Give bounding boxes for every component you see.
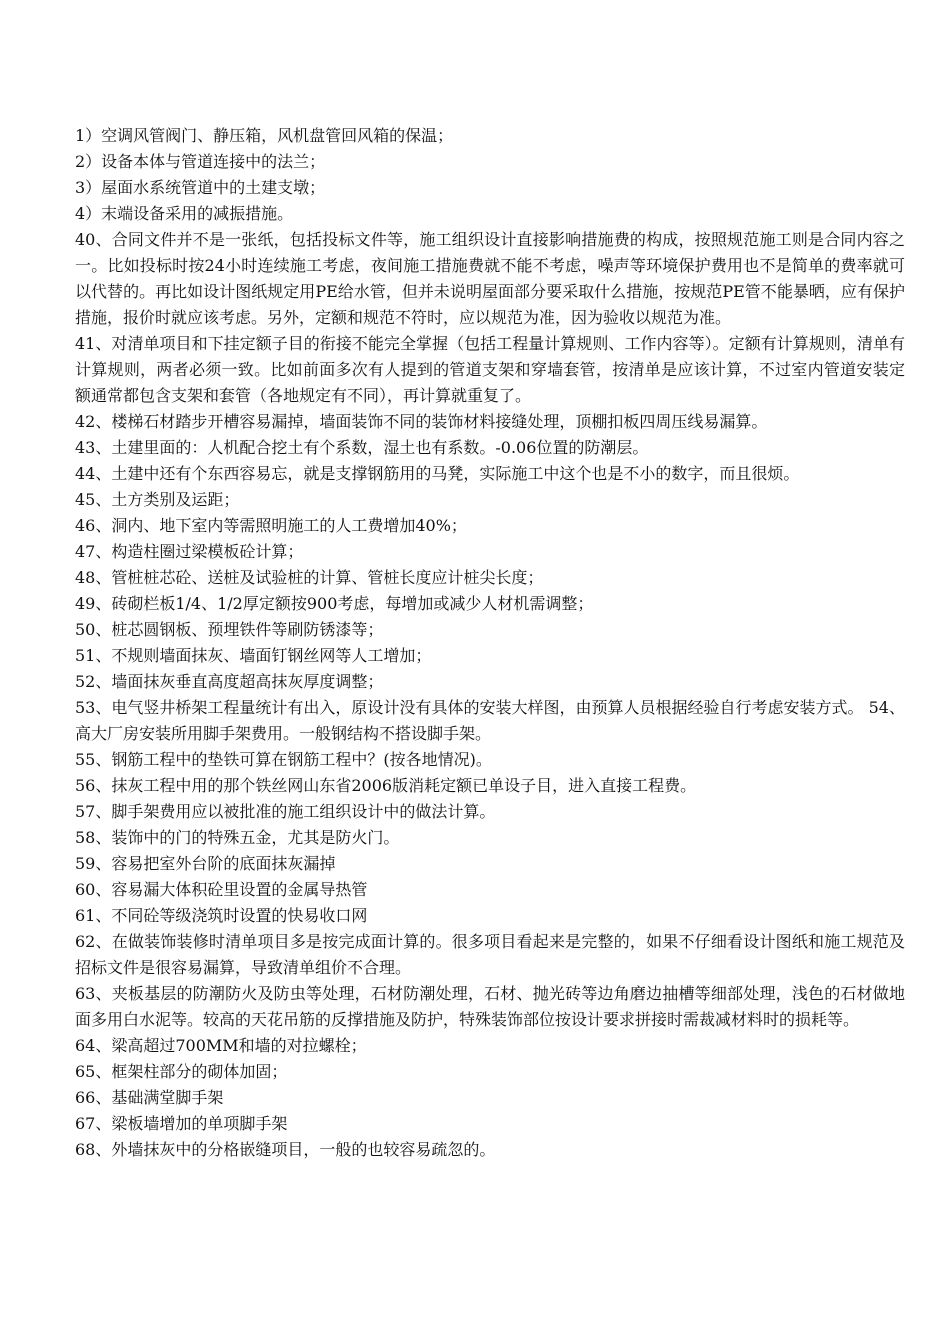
list-item: 40、合同文件并不是一张纸，包括投标文件等，施工组织设计直接影响措施费的构成，按照规范施工则是合同内容之一。比如投标时按24小时连续施工考虑，夜间施工措施费就不能不考虑，噪声等环境保护费用也不是简单的费率就可以代替的。再比如设计图纸规定用PE给水管，但并未说明屋面部分要采取什么措施，按规范PE管不能暴晒，应有保护措施，报价时就应该考虑。另外，定额和规范不符时，应以规范为准，因为验收以规范为准。 [75,230,905,327]
list-item: 1）空调风管阀门、静压箱，风机盘管回风箱的保温； [75,126,454,145]
list-item: 48、管桩桩芯砼、送桩及试验桩的计算、管桩长度应计桩尖长度； [75,568,544,587]
list-item: 41、对清单项目和下挂定额子目的衔接不能完全掌握（包括工程量计算规则、工作内容等）。定额有计算规则，清单有计算规则，两者必须一致。比如前面多次有人提到的管道支架和穿墙套管，按清单是应该计算，不过室内管道安装定额通常都包含支架和套管（各地规定有不同），再计算就重复了。 [75,334,905,405]
list-item: 67、梁板墙增加的单项脚手架 [75,1114,288,1133]
list-item: 68、外墙抹灰中的分格嵌缝项目，一般的也较容易疏忽的。 [75,1140,496,1159]
list-item: 58、装饰中的门的特殊五金，尤其是防火门。 [75,828,400,847]
list-item: 3）屋面水系统管道中的土建支墩； [75,178,326,197]
list-item: 50、桩芯圆钢板、预埋铁件等刷防锈漆等； [75,620,384,639]
list-item: 64、梁高超过700MM和墙的对拉螺栓； [75,1036,367,1055]
list-item: 46、洞内、地下室内等需照明施工的人工费增加40%； [75,516,467,535]
list-item: 42、楼梯石材踏步开槽容易漏掉，墙面装饰不同的装饰材料接缝处理，顶棚扣板四周压线易漏算。 [75,412,768,431]
list-item: 47、构造柱圈过梁模板砼计算； [75,542,304,561]
list-item: 49、砖砌栏板1/4、1/2厚定额按900考虑，每增加或减少人材机需调整； [75,594,594,613]
list-item: 4）末端设备采用的减振措施。 [75,204,294,223]
list-item: 51、不规则墙面抹灰、墙面钉钢丝网等人工增加； [75,646,432,665]
list-item: 44、土建中还有个东西容易忘，就是支撑钢筋用的马凳，实际施工中这个也是不小的数字，而且很烦。 [75,464,800,483]
list-item: 53、电气竖井桥架工程量统计有出入，原设计没有具体的安装大样图，由预算人员根据经验自行考虑安装方式。 54、高大厂房安装所用脚手架费用。一般钢结构不搭设脚手架。 [75,698,905,743]
list-item: 65、框架柱部分的砌体加固； [75,1062,288,1081]
list-item: 57、脚手架费用应以被批准的施工组织设计中的做法计算。 [75,802,496,821]
list-item: 63、夹板基层的防潮防火及防虫等处理，石材防潮处理，石材、抛光砖等边角磨边抽槽等细部处理，浅色的石材做地面多用白水泥等。较高的天花吊筋的反撑措施及防护，特殊装饰部位按设计要求拼接时需裁减材料时的损耗等。 [75,984,905,1029]
list-item: 45、土方类别及运距； [75,490,240,509]
list-item: 2）设备本体与管道连接中的法兰； [75,152,326,171]
list-item: 56、抹灰工程中用的那个铁丝网山东省2006版消耗定额已单设子目，进入直接工程费。 [75,776,697,795]
list-item: 62、在做装饰装修时清单项目多是按完成面计算的。很多项目看起来是完整的，如果不仔细看设计图纸和施工规范及招标文件是很容易漏算，导致清单组价不合理。 [75,932,905,977]
list-item: 60、容易漏大体积砼里设置的金属导热管 [75,880,368,899]
list-item: 55、钢筋工程中的垫铁可算在钢筋工程中？(按各地情况)。 [75,750,492,769]
document-body [75,123,905,1163]
list-item: 59、容易把室外台阶的底面抹灰漏掉 [75,854,336,873]
list-item: 66、基础满堂脚手架 [75,1088,224,1107]
list-item: 52、墙面抹灰垂直高度超高抹灰厚度调整； [75,672,384,691]
list-item: 43、土建里面的：人机配合挖土有个系数，湿土也有系数。-0.06位置的防潮层。 [75,438,649,457]
list-item: 61、不同砼等级浇筑时设置的快易收口网 [75,906,368,925]
